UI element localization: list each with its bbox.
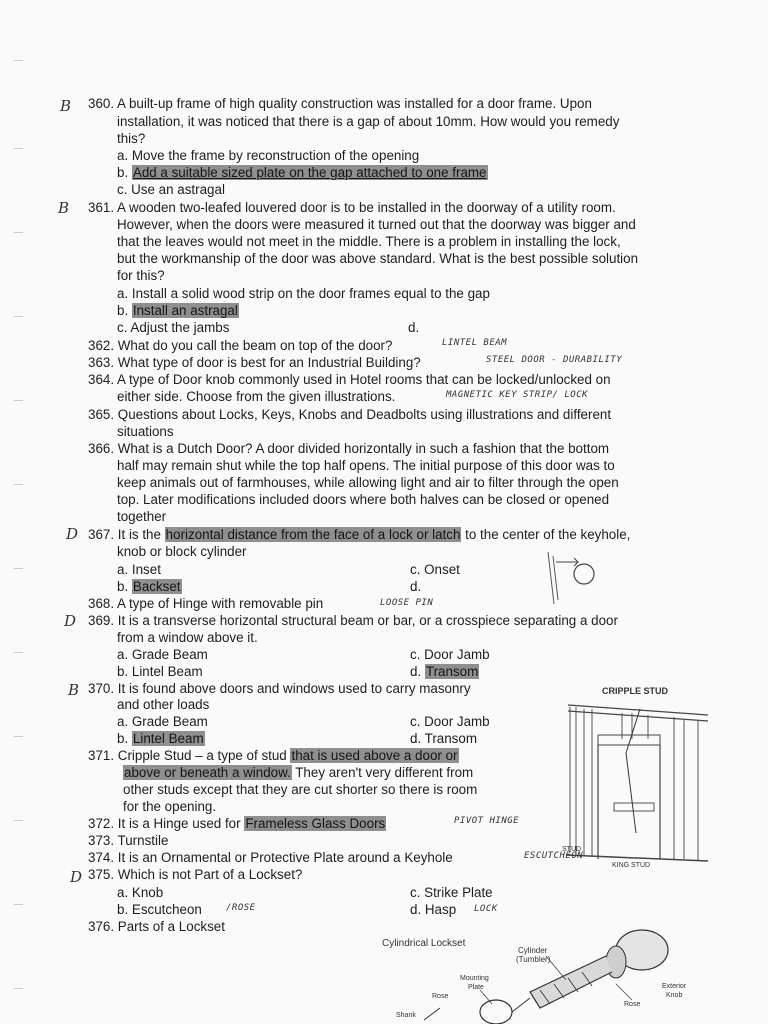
margin-tick bbox=[14, 904, 23, 905]
option-a: a. Knob bbox=[117, 885, 164, 900]
question-361-line: 361. A wooden two-leafed louvered door is to be installed in the doorway of a utility room. bbox=[88, 200, 616, 215]
margin-tick bbox=[14, 988, 23, 989]
handwritten-note: LINTEL BEAM bbox=[442, 338, 508, 348]
figure-title: Cylindrical Lockset bbox=[382, 938, 466, 949]
question-366-line: top. Later modifications included doors where both halves can be closed or opened bbox=[117, 492, 610, 507]
option-b: b. Lintel Beam bbox=[117, 731, 204, 746]
option-c: c. Onset bbox=[410, 562, 460, 577]
question-376: 376. Parts of a Lockset bbox=[88, 919, 225, 934]
cripple-stud-figure bbox=[562, 683, 712, 869]
question-371-line: for the opening. bbox=[123, 799, 217, 814]
option-a: a. Install a solid wood strip on the door frames equal to the gap bbox=[117, 286, 490, 301]
option-a: a. Move the frame by reconstruction of the opening bbox=[117, 148, 420, 163]
question-361-line: However, when the doors were measured it turned out that the doorway was bigger and bbox=[117, 217, 636, 232]
highlighted-answer: horizontal distance from the face of a lock or latch bbox=[165, 527, 461, 542]
answer-mark: D bbox=[66, 525, 79, 543]
option-a: a. Grade Beam bbox=[117, 714, 208, 729]
highlighted-answer: Install an astragal bbox=[132, 303, 238, 318]
margin-tick bbox=[14, 60, 23, 61]
question-371-line: other studs except that they are cut shorter so there is room bbox=[123, 782, 478, 797]
handwritten-note: ESCUTCHEON bbox=[524, 851, 584, 861]
question-360-line: 360. A built-up frame of high quality construction was installed for a door frame. Upon bbox=[88, 96, 592, 111]
option-d: d. Transom bbox=[410, 664, 479, 679]
option-d: d. Transom bbox=[410, 731, 477, 746]
highlighted-answer: Add a suitable sized plate on the gap attached to one frame bbox=[132, 165, 487, 180]
question-371-line: above or beneath a window. They aren't very different from bbox=[124, 765, 474, 780]
question-360-line: installation, it was noticed that there is a gap of about 10mm. How would you remedy bbox=[117, 114, 620, 129]
handwritten-note: /ROSE bbox=[226, 903, 256, 913]
figure-label: Mounting bbox=[460, 975, 489, 982]
highlighted-answer: Backset bbox=[132, 579, 181, 594]
question-370-line: and other loads bbox=[117, 697, 210, 712]
option-b: b. Escutcheon bbox=[117, 902, 202, 917]
question-370-line: 370. It is found above doors and windows used to carry masonry bbox=[88, 681, 471, 696]
highlighted-answer: Frameless Glass Doors bbox=[245, 816, 386, 831]
answer-mark: B bbox=[58, 199, 70, 217]
option-c: c. Adjust the jambs bbox=[117, 320, 230, 335]
margin-tick bbox=[14, 232, 23, 233]
figure-label: KING STUD bbox=[612, 862, 651, 869]
figure-label: Rose bbox=[624, 1001, 641, 1008]
question-371-line: 371. Cripple Stud – a type of stud that is used above a door or bbox=[88, 748, 458, 763]
highlighted-answer: Transom bbox=[425, 664, 479, 679]
question-366-line: 366. What is a Dutch Door? A door divided horizontally in such a fashion that the bottom bbox=[88, 441, 610, 456]
margin-tick bbox=[14, 736, 23, 737]
option-d: d. bbox=[410, 579, 422, 594]
option-d: d. bbox=[408, 320, 420, 335]
figure-label: Rose bbox=[432, 993, 449, 1000]
margin-tick bbox=[14, 568, 23, 569]
handwritten-note: PIVOT HINGE bbox=[454, 816, 520, 826]
question-364-line: either side. Choose from the given illustrations. bbox=[117, 389, 396, 404]
figure-label: (Tumbler) bbox=[516, 955, 551, 964]
question-366-line: half may remain shut while the top half opens. The initial purpose of this door was to bbox=[117, 458, 615, 473]
figure-title: CRIPPLE STUD bbox=[602, 686, 669, 696]
question-367-line: knob or block cylinder bbox=[117, 544, 247, 559]
figure-label: Exterior bbox=[662, 983, 687, 990]
cylindrical-lockset-figure bbox=[380, 928, 710, 1024]
handwritten-note: MAGNETIC KEY STRIP/ LOCK bbox=[446, 390, 589, 400]
handwritten-note: STEEL DOOR - DURABILITY bbox=[486, 355, 623, 365]
highlighted-answer: Lintel Beam bbox=[132, 731, 204, 746]
figure-label: Cylinder bbox=[518, 946, 548, 955]
highlighted-answer: above or beneath a window. bbox=[124, 765, 291, 780]
answer-mark: B bbox=[68, 681, 80, 699]
question-364-line: 364. A type of Door knob commonly used in Hotel rooms that can be locked/unlocked on bbox=[88, 372, 611, 387]
handwritten-note: LOOSE PIN bbox=[380, 598, 434, 608]
question-365-line: situations bbox=[117, 424, 174, 439]
option-b: b. Add a suitable sized plate on the gap attached to one frame bbox=[117, 165, 487, 180]
option-c: c. Use an astragal bbox=[117, 182, 225, 197]
option-b: b. Lintel Beam bbox=[117, 664, 203, 679]
option-a: a. Grade Beam bbox=[117, 647, 208, 662]
question-362: 362. What do you call the beam on top of the door? bbox=[88, 338, 393, 353]
question-366-line: keep animals out of farmhouses, while allowing light and air to filter through the open bbox=[117, 475, 619, 490]
question-363: 363. What type of door is best for an Industrial Building? bbox=[88, 355, 421, 370]
figure-label: Knob bbox=[666, 992, 683, 999]
margin-tick bbox=[14, 484, 23, 485]
answer-mark: D bbox=[70, 868, 83, 886]
answer-mark: B bbox=[60, 97, 72, 115]
question-369-line: from a window above it. bbox=[117, 630, 258, 645]
margin-tick bbox=[14, 400, 23, 401]
question-375: 375. Which is not Part of a Lockset? bbox=[88, 867, 303, 882]
option-c: c. Strike Plate bbox=[410, 885, 493, 900]
question-366-line: together bbox=[117, 509, 167, 524]
question-361-line: that the leaves would not meet in the middle. There is a problem in installing the lock, bbox=[117, 234, 621, 249]
question-368: 368. A type of Hinge with removable pin bbox=[88, 596, 324, 611]
figure-label: STUD bbox=[562, 846, 582, 853]
option-b: b. Install an astragal bbox=[117, 303, 238, 318]
margin-tick bbox=[14, 652, 23, 653]
question-367-line: 367. It is the horizontal distance from the face of a lock or latch to the center of the keyhole, bbox=[88, 527, 631, 542]
answer-mark: D bbox=[64, 612, 77, 630]
backset-sketch bbox=[540, 548, 606, 608]
question-365-line: 365. Questions about Locks, Keys, Knobs and Deadbolts using illustrations and different bbox=[88, 407, 612, 422]
margin-tick bbox=[14, 148, 23, 149]
handwritten-note: LOCK bbox=[474, 904, 498, 914]
question-373: 373. Turnstile bbox=[88, 833, 169, 848]
margin-tick bbox=[14, 820, 23, 821]
margin-tick bbox=[14, 316, 23, 317]
option-b: b. Backset bbox=[117, 579, 181, 594]
question-361-line: for this? bbox=[117, 268, 165, 283]
question-360-line: this? bbox=[117, 131, 146, 146]
question-372: 372. It is a Hinge used for Frameless Glass Doors bbox=[88, 816, 386, 831]
highlighted-answer: that is used above a door or bbox=[291, 748, 458, 763]
question-374: 374. It is an Ornamental or Protective Plate around a Keyhole bbox=[88, 850, 453, 865]
option-d: d. Hasp bbox=[410, 902, 457, 917]
option-c: c. Door Jamb bbox=[410, 647, 490, 662]
option-c: c. Door Jamb bbox=[410, 714, 490, 729]
question-369-line: 369. It is a transverse horizontal structural beam or bar, or a crosspiece separating a door bbox=[88, 613, 618, 628]
figure-label: Shank bbox=[396, 1012, 416, 1019]
question-361-line: but the workmanship of the door was above standard. What is the best possible solution bbox=[117, 251, 639, 266]
figure-label: Plate bbox=[468, 984, 484, 991]
option-a: a. Inset bbox=[117, 562, 161, 577]
